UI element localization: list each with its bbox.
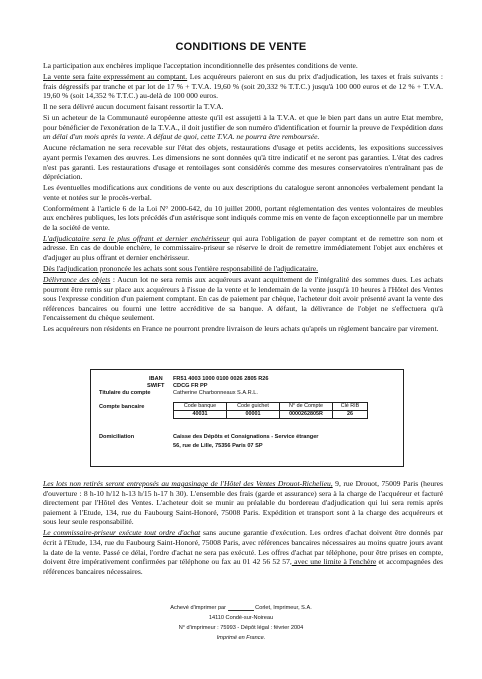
rib-header-key: Clé RIB [333,403,368,411]
swift-value: CDCG FR PP [173,383,208,389]
storage-emphasis: Les lots non retirés seront entreposés au magasinage de l'Hôtel des Ventes Drouot-Richelieu, [43,479,333,488]
orders-text: sans aucune garantie d'exécution. Les ordres d'achat doivent être donnés par écrit à l'Etude, 134, rue du Faubourg Saint-Honoré, 75008 Paris, avec références bancaires nécessaires au moins quatre jours avant la date de la vente. Passé ce délai, l'ordre d'achat ne sera pas exécuté. Les offres d'achat par téléphone, pour être prises en compte, doivent être impérativement confirmées par téléphone ou fax au 01 42 56 52 57, [43,528,443,567]
rib-value-key: 26 [333,411,368,419]
paragraph-tva-eu [43,113,443,142]
rib-header-account: N° de Compte [280,403,333,411]
domicile-line-2: 56, rue de Lille, 75356 Paris 07 SP [173,443,263,449]
paragraph-condition: Aucune réclamation ne sera recevable sur l'état des objets, restaurations d'usage et petits accidents, les expositions successives ayant permis l'examen des œuvres. Les dimensions ne sont données qu'à titre indicatif et ne seront pas garanties. L'état des cadres n'est pas garanti. Les restaurations d'usage et rentoilages sont considérés comme des mesures conservatoires n'entraînant pas de dépréciation. [43,143,443,182]
holder-value: Catherine Charbonneaux S.A.R.L. [173,390,258,396]
paragraph-participation: La participation aux enchères implique l'acceptation inconditionnelle des présentes conditions de vente. [43,61,358,70]
paragraph-tva-document: Il ne sera délivré aucun document faisant ressortir la T.V.A. [43,102,224,112]
swift-label: SWIFT [147,383,165,389]
paragraph-law: Conformément à l'article 6 de la Loi N° 2000-642, du 10 juillet 2000, portant réglementation des ventes volontaires de meubles aux enchères publiques, les lots précédés d'un astérisque sont indiqués comme mis en vente de façon exceptionnelle par un membre de la société de vente. [43,203,443,232]
responsibility-text: Dès l'adjudication prononcée les achats sont sous l'entière responsabilité de l'adjudicataire. [43,264,319,273]
rib-header-bank: Code banque [174,403,227,411]
paragraph-delivery [43,275,443,323]
colophon-line-3: N° d'imprimeur : 75993 - Dépôt légal : février 2004 [178,625,304,631]
tva-eu-text: Si un acheteur de la Communauté européenne atteste qu'il est assujetti à la T.V.A. et que le bien part dans un autre Etat membre, pour bénéficier de l'exonération de la T.V.A., il doit justifier de son numéro d'identification et fournir la preuve de l'expédition [43,113,443,132]
conditions-text-continued [43,479,443,578]
tva-eu-emphasis: dans un délai d'un mois après la vente. A défaut de quoi, cette T.V.A. ne pourra être remboursée. [43,122,443,142]
adjudicataire-emphasis: L'adjudicataire sera le plus offrant et dernier enchérisseur [43,233,230,243]
adjudicataire-text: qui aura l'obligation de payer comptant et de remettre son nom et adresse. En cas de double enchère, le commissaire-priseur se réserve le droit de remettre immédiatement l'objet aux enchères et d'adjuger au plus offrant et dernier enchérisseur. [43,233,443,263]
colophon-line-4: Imprimé en France. [216,635,266,641]
paragraph-orders [43,528,443,576]
rib-value-row [174,411,368,419]
rib-table [173,402,368,419]
payment-text: Les acquéreurs paieront en sus du prix d'adjudication, les taxes et frais suivants : frais dégressifs par tranche et par lot de 17 % + T.V.A. 19,60 % (soit 20,332 % T.T.C.) jusqu'à 100 000 euros et de 12 % + T.V.A. 19,60 % (soit 14,352 % T.T.C.) au-delà de 100 000 euros. [43,71,444,101]
rib-value-bank: 40031 [174,411,227,419]
colophon-line-1 [0,603,482,613]
page-title: CONDITIONS DE VENTE [175,41,307,53]
paragraph-non-residents: Les acquéreurs non résidents en France ne pourront prendre livraison de leurs achats qu'après un règlement bancaire par virement. [43,324,439,334]
bank-details-box [90,369,404,467]
orders-emphasis: Le commissaire-priseur exécute tout ordre d'achat [43,528,201,538]
delivery-text: : Aucun lot ne sera remis aux acquéreurs avant acquittement de l'intégralité des sommes dues. Les achats pourront être remis sur place aux acquéreurs à l'issue de la vente et le lendemain de la vente jusqu'à 10 heures à l'Hôtel des Ventes sous l'expresse condition d'un paiement comptant. En cas de paiement par chèque, l'acheteur doit avoir présenté avant la vente des références bancaires ou fourni une lettre accréditive de sa banque. A défaut, la délivrance de l'objet ne s'effectuera qu'à l'encaissement du chèque seulement. [43,274,444,323]
payment-emphasis: La vente sera faite expressément au comptant. [43,71,188,81]
paragraph-adjudicataire [43,234,443,263]
printer-colophon [0,603,482,643]
account-label: Compte bancaire [99,404,145,410]
holder-label: Titulaire du compte [99,390,151,396]
rib-value-branch: 00001 [227,411,280,419]
rib-header-branch: Code guichet [227,403,280,411]
orders-limit: avec une limite à l'enchère [291,557,377,567]
rib-header-row [174,403,368,411]
orders-end: et accompagnées des références bancaires nécessaires. [43,557,443,576]
colophon-printed-by: Achevé d'imprimer par [170,605,227,611]
paragraph-responsibility [43,264,443,274]
printer-logo-line [228,605,254,611]
colophon-printer: Corlet, Imprimeur, S.A. [255,605,312,611]
iban-label: IBAN [149,376,163,382]
delivery-emphasis: Délivrance des objets [43,274,111,284]
paragraph-storage [43,479,443,527]
paragraph-modifications: Les éventuelles modifications aux conditions de vente ou aux descriptions du catalogue seront annoncées verbalement pendant la vente et notées sur le procès-verbal. [43,183,443,202]
domicile-line-1: Caisse des Dépôts et Consignations - Service étranger [173,434,319,440]
rib-value-account: 0000262805R [280,411,333,419]
storage-text: 9, rue Drouot, 75009 Paris (heures d'ouverture : 8 h-10 h/12 h-13 h/15 h-17 h 30). L'ensemble des frais (garde et assurance) sera à la charge de l'acquéreur et facturé directement par l'Hôtel des Ventes. L'acheteur doit se munir au préalable du bordereau d'adjudication qui lui sera remis après paiement à l'Etude, 134, rue du Faubourg Saint-Honoré, 75008 Paris. Expédition et transport sont à la charge des acquéreurs et sous leur seule responsabilité. [43,479,443,527]
iban-value: FR51 4003 1000 0100 0026 2805 R26 [173,376,269,382]
colophon-line-2: 14110 Condé-sur-Noireau [208,615,274,621]
paragraph-payment [43,72,443,101]
domicile-label: Domiciliation [99,434,135,440]
conditions-text [43,61,443,335]
